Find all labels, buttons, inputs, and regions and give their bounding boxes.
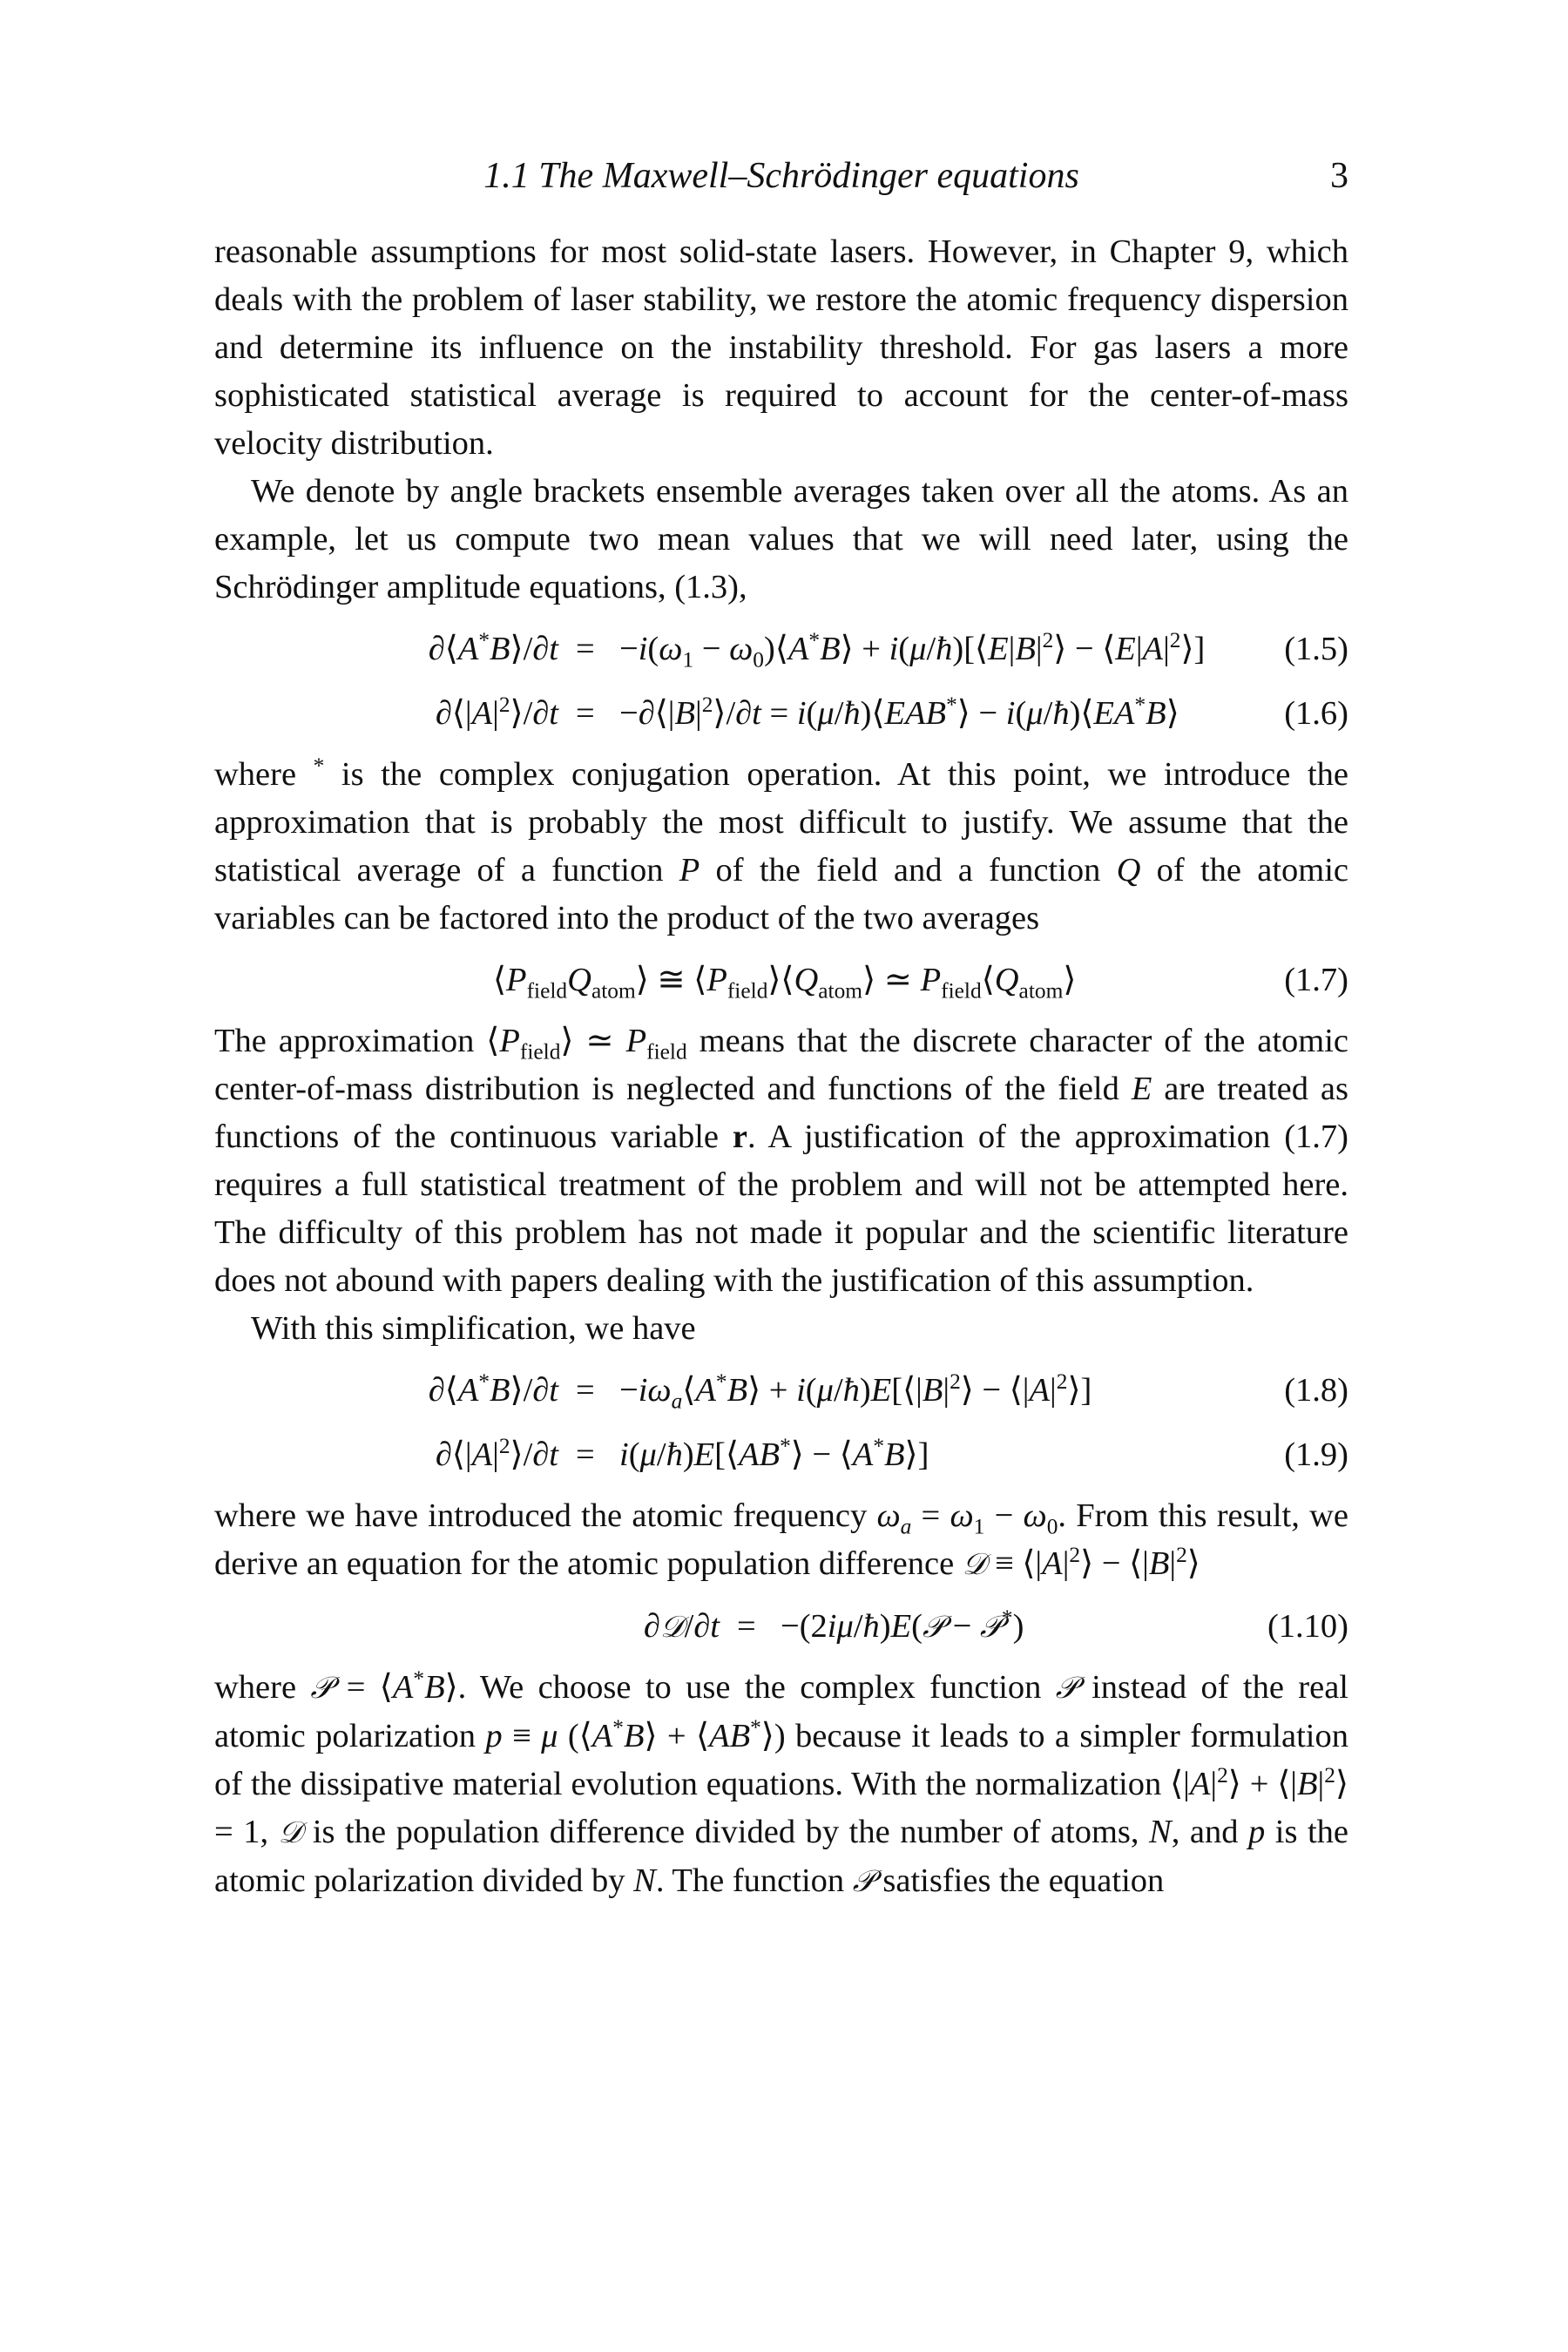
equation-lhs: $\partial⟨|A|^2⟩/\partial t$	[435, 1434, 558, 1473]
equation-rhs: −(2iμ/ħ)E(𝒫 − 𝒫*)	[781, 1605, 1024, 1645]
equation-1-6: $\partial⟨|A|^2⟩/\partial t$ = $-\partial⟨|B|^2⟩/\partial t$ = i(μ/ħ)⟨EAB*⟩ − i(μ/ħ)⟨EA*B⟩ (1.6)	[214, 686, 1348, 740]
running-title: 1.1 The Maxwell–Schrödinger equations	[483, 156, 1079, 196]
equation-1-9: $\partial⟨|A|^2⟩/\partial t$ = i(μ/ħ)E[⟨AB*⟩ − ⟨A*B⟩] (1.9)	[214, 1428, 1348, 1482]
equation-1-10: ∂𝒟/∂t = −(2iμ/ħ)E(𝒫 − 𝒫*) (1.10)	[214, 1599, 1348, 1653]
equation-1-8: ∂⟨A*B⟩/∂t = $-i\omega_a⟨A^*B⟩$ + $i(\mu/ħ)E[⟨|B|^2⟩$ − $⟨|A|^2⟩$] (1.8)	[214, 1363, 1348, 1417]
page-number: 3	[1330, 156, 1348, 196]
paragraph: where we have introduced the atomic frequency $\omega_a = \omega_1 - \omega_0$. From this result, we derive an equation for the atomic population difference 𝒟 ≡ $⟨|A|^2⟩$ − $⟨|B|^2⟩$	[214, 1497, 1348, 1582]
equation-number: (1.10)	[1267, 1608, 1348, 1645]
equation-1-7	[214, 953, 1348, 1007]
equation-content: $⟨P_{field}Q_{atom}⟩$ ≅ $⟨P_{field}⟩⟨Q_{atom}⟩$ ≃ $P_{field}⟨Q_{atom}⟩$	[493, 962, 1077, 1004]
page-body	[214, 228, 1348, 1906]
running-header	[214, 155, 1348, 207]
equation-number: (1.6)	[1284, 695, 1348, 732]
equation-number: (1.7)	[1284, 962, 1348, 998]
equation-lhs: ∂⟨A*B⟩/∂t	[428, 1369, 558, 1409]
equation-number: (1.8)	[1284, 1372, 1348, 1409]
equation-number: (1.5)	[1284, 631, 1348, 667]
equation-rhs: $-\partial⟨|B|^2⟩/\partial t$ = i(μ/ħ)⟨EAB*⟩ − i(μ/ħ)⟨EA*B⟩	[619, 693, 1179, 732]
equation-rhs: $-i(\omega_1$ − $\omega_0)⟨A^*B⟩$ + $i(\mu/ħ)[⟨E|B|^2⟩$ − $⟨E|A|^2⟩$]	[619, 628, 1206, 672]
paragraph: where * is the complex conjugation operation. At this point, we introduce the approximation that is probably the most difficult to justify. We assume that the statistical average of a function P of the field and a function Q of the atomic variables can be factored into the product of the two averages	[214, 754, 1349, 936]
equation-lhs: ∂⟨A*B⟩/∂t	[428, 628, 558, 667]
equation-1-5: ∂⟨A*B⟩/∂t = $-i(\omega_1$ − $\omega_0)⟨A^*B⟩$ + $i(\mu/ħ)[⟨E|B|^2⟩$ − $⟨E|A|^2⟩$] (1.5)	[214, 622, 1348, 676]
equation-rhs: i(μ/ħ)E[⟨AB*⟩ − ⟨A*B⟩]	[619, 1434, 929, 1473]
paragraph: With this simplification, we have	[251, 1310, 696, 1347]
equation-number: (1.9)	[1284, 1436, 1348, 1473]
paragraph: reasonable assumptions for most solid-state lasers. However, in Chapter 9, which deals with the problem of laser stability, we restore the atomic frequency dispersion and determine its influence on the instability threshold. For gas lasers a more sophisticated statistical average is required to account for the center-of-mass velocity distribution.	[214, 233, 1348, 462]
paragraph: where 𝒫 = ⟨A*B⟩. We choose to use the complex function 𝒫 instead of the real atomic polarization p ≡ μ (⟨A*B⟩ + ⟨AB*⟩) because it leads to a simpler formulation of the dissipative material evolution equations. With the normalization $⟨|A|^2⟩$ + $⟨|B|^2⟩ = 1$, 𝒟 is the population difference divided by the number of atoms, N, and p is the atomic polarization divided by N. The function 𝒫 satisfies the equation	[214, 1666, 1348, 1899]
equation-lhs: ∂𝒟/∂t	[643, 1608, 720, 1645]
equation-rhs: $-i\omega_a⟨A^*B⟩$ + $i(\mu/ħ)E[⟨|B|^2⟩$ − $⟨|A|^2⟩$]	[619, 1369, 1092, 1414]
paragraph: We denote by angle brackets ensemble averages taken over all the atoms. As an example, let us compute two mean values that we will need later, using the Schrödinger amplitude equations, (1.3),	[214, 473, 1348, 605]
paragraph: The approximation $⟨P_{field}⟩$ ≃ $P_{field}$ means that the discrete character of the atomic center-of-mass distribution is neglected and functions of the field E are treated as functions of the continuous variable r. A justification of the approximation (1.7) requires a full statistical treatment of the problem and will not be attempted here. The difficulty of this problem has not made it popular and the scientific literature does not abound with papers dealing with the justification of this assumption.	[214, 1023, 1349, 1299]
equation-lhs: $\partial⟨|A|^2⟩/\partial t$	[435, 693, 558, 732]
